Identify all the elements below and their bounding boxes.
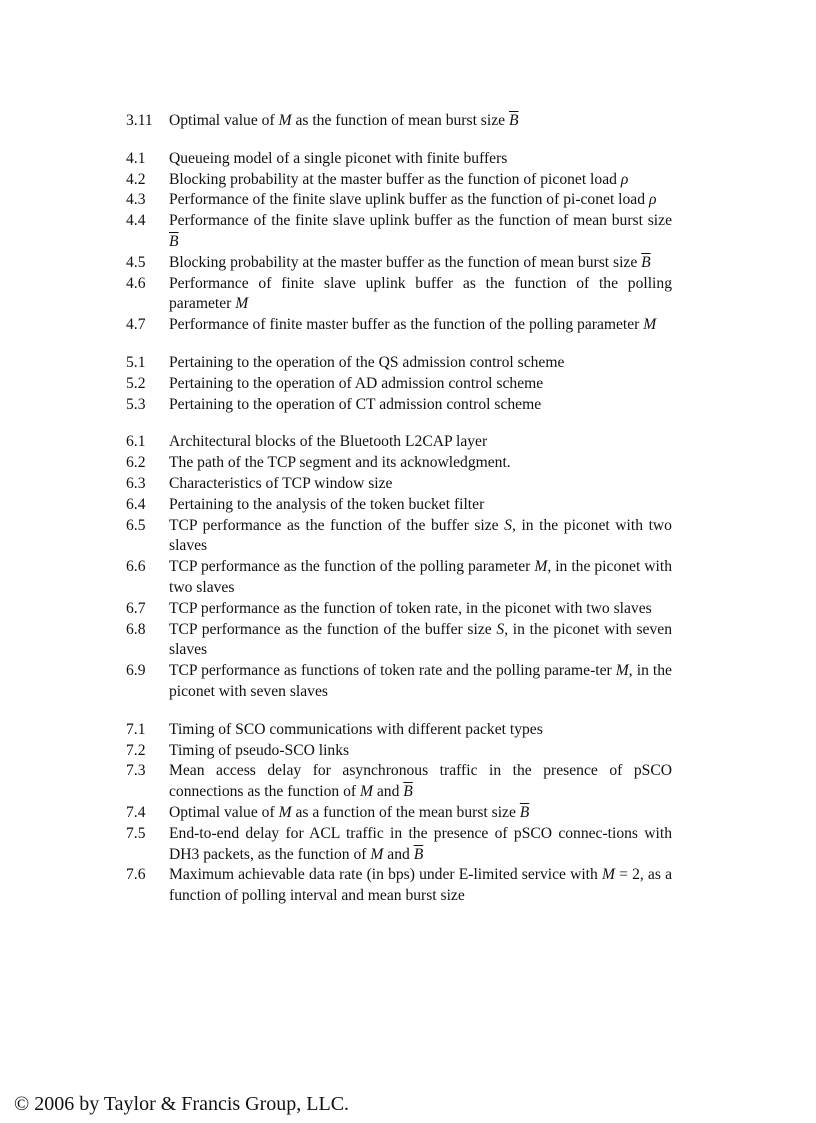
figure-group: [126, 720, 672, 907]
figure-number: 3.11: [126, 112, 153, 129]
figure-entry: [126, 149, 672, 170]
list-of-figures: [126, 111, 672, 907]
figure-caption: End-to-end delay for ACL traffic in the presence of pSCO connec-tions with DH3 packets, as the function of M and $\overline{B}$: [169, 824, 672, 863]
figure-number: 7.6: [126, 866, 146, 884]
figure-caption: TCP performance as the function of the buffer size S, in the piconet with two slaves: [169, 516, 672, 555]
figure-number: 6.9: [126, 662, 146, 680]
figure-entry: [126, 315, 672, 336]
figure-caption: Pertaining to the analysis of the token bucket filter: [169, 495, 485, 513]
figure-caption: Blocking probability at the master buffer as the function of piconet load ρ: [169, 170, 629, 188]
figure-number: 4.5: [126, 253, 146, 271]
figure-entry: [126, 190, 672, 211]
figure-number: 7.3: [126, 762, 146, 780]
figure-entry: [126, 111, 672, 132]
figure-number: 6.4: [126, 495, 146, 513]
figure-number: 4.6: [126, 274, 146, 292]
figure-entry: [126, 557, 672, 599]
figure-caption: Timing of SCO communications with different packet types: [169, 720, 543, 738]
figure-caption: Pertaining to the operation of CT admission control scheme: [169, 395, 542, 413]
figure-caption: Performance of finite slave uplink buffer as the function of the polling parameter M: [169, 274, 672, 313]
figure-number: 6.8: [126, 620, 146, 638]
figure-caption: Maximum achievable data rate (in bps) under E-limited service with M = 2, as a function of polling interval and mean burst size: [169, 866, 672, 905]
figure-entry: [126, 661, 672, 703]
figure-entry: [126, 599, 672, 620]
figure-group: [126, 149, 672, 336]
figure-caption: Optimal value of M as a function of the mean burst size $\overline{B}$: [169, 803, 530, 821]
figure-entry: [126, 824, 672, 866]
figure-number: 6.5: [126, 516, 146, 534]
figure-entry: [126, 620, 672, 662]
figure-number: 4.4: [126, 212, 146, 230]
figure-caption: Blocking probability at the master buffer as the function of mean burst size $\overline{B}$: [169, 253, 651, 271]
figure-entry: [126, 211, 672, 253]
figure-number: 7.5: [126, 824, 146, 842]
figure-group: [126, 432, 672, 702]
figure-group: [126, 111, 672, 132]
figure-caption: Pertaining to the operation of AD admission control scheme: [169, 374, 544, 392]
figure-number: 6.2: [126, 454, 146, 472]
figure-number: 4.3: [126, 191, 146, 209]
figure-entry: [126, 374, 672, 395]
figure-entry: [126, 516, 672, 558]
figure-caption: TCP performance as the function of the buffer size S, in the piconet with seven slaves: [169, 620, 672, 659]
figure-entry: [126, 432, 672, 453]
figure-caption: TCP performance as the function of the polling parameter M, in the piconet with two slaves: [169, 558, 673, 596]
figure-caption: The path of the TCP segment and its acknowledgment.: [169, 454, 511, 472]
figure-caption: Performance of the finite slave uplink buffer as the function of pi-conet load ρ: [169, 191, 657, 209]
figure-group: [126, 353, 672, 415]
figure-entry: [126, 453, 672, 474]
figure-number: 5.2: [126, 374, 146, 392]
figure-number: 5.1: [126, 353, 146, 371]
figure-caption: Pertaining to the operation of the QS admission control scheme: [169, 353, 565, 371]
figure-entry: [126, 803, 672, 824]
figure-entry: [126, 353, 672, 374]
figure-number: 4.7: [126, 316, 146, 334]
figure-caption: TCP performance as functions of token rate and the polling parame-ter M, in the piconet with seven slaves: [169, 662, 672, 700]
figure-number: 5.3: [126, 395, 146, 413]
copyright-notice: © 2006 by Taylor & Francis Group, LLC.: [14, 1093, 350, 1115]
figure-caption: Queueing model of a single piconet with finite buffers: [169, 149, 508, 167]
figure-number: 4.1: [126, 149, 146, 167]
figure-caption: Timing of pseudo-SCO links: [169, 741, 350, 759]
figure-number: 6.7: [126, 599, 146, 617]
figure-caption: Performance of the finite slave uplink buffer as the function of mean burst size $\overline{B}$: [169, 212, 672, 250]
figure-entry: [126, 720, 672, 741]
figure-entry: [126, 395, 672, 416]
figure-number: 7.1: [126, 720, 146, 738]
figure-entry: [126, 495, 672, 516]
figure-entry: [126, 253, 672, 274]
figure-number: 6.3: [126, 474, 146, 492]
figure-number: 4.2: [126, 170, 146, 188]
figure-caption: Architectural blocks of the Bluetooth L2CAP layer: [169, 433, 488, 451]
figure-caption: TCP performance as the function of token rate, in the piconet with two slaves: [169, 599, 652, 617]
figure-caption: Performance of finite master buffer as the function of the polling parameter M: [169, 316, 657, 334]
figure-entry: [126, 741, 672, 762]
figure-entry: [126, 474, 672, 495]
figure-entry: [126, 865, 672, 907]
figure-caption: Mean access delay for asynchronous traffic in the presence of pSCO connections as the function of M and $\overline{B}$: [169, 762, 672, 801]
figure-entry: [126, 170, 672, 191]
figure-number: 7.4: [126, 803, 146, 821]
figure-entry: [126, 761, 672, 803]
figure-entry: [126, 274, 672, 316]
figure-caption: Optimal value of M as the function of mean burst size $\overline{B}$: [169, 112, 519, 129]
figure-number: 7.2: [126, 741, 146, 759]
figure-number: 6.1: [126, 433, 146, 451]
figure-caption: Characteristics of TCP window size: [169, 474, 393, 492]
figure-number: 6.6: [126, 558, 146, 576]
